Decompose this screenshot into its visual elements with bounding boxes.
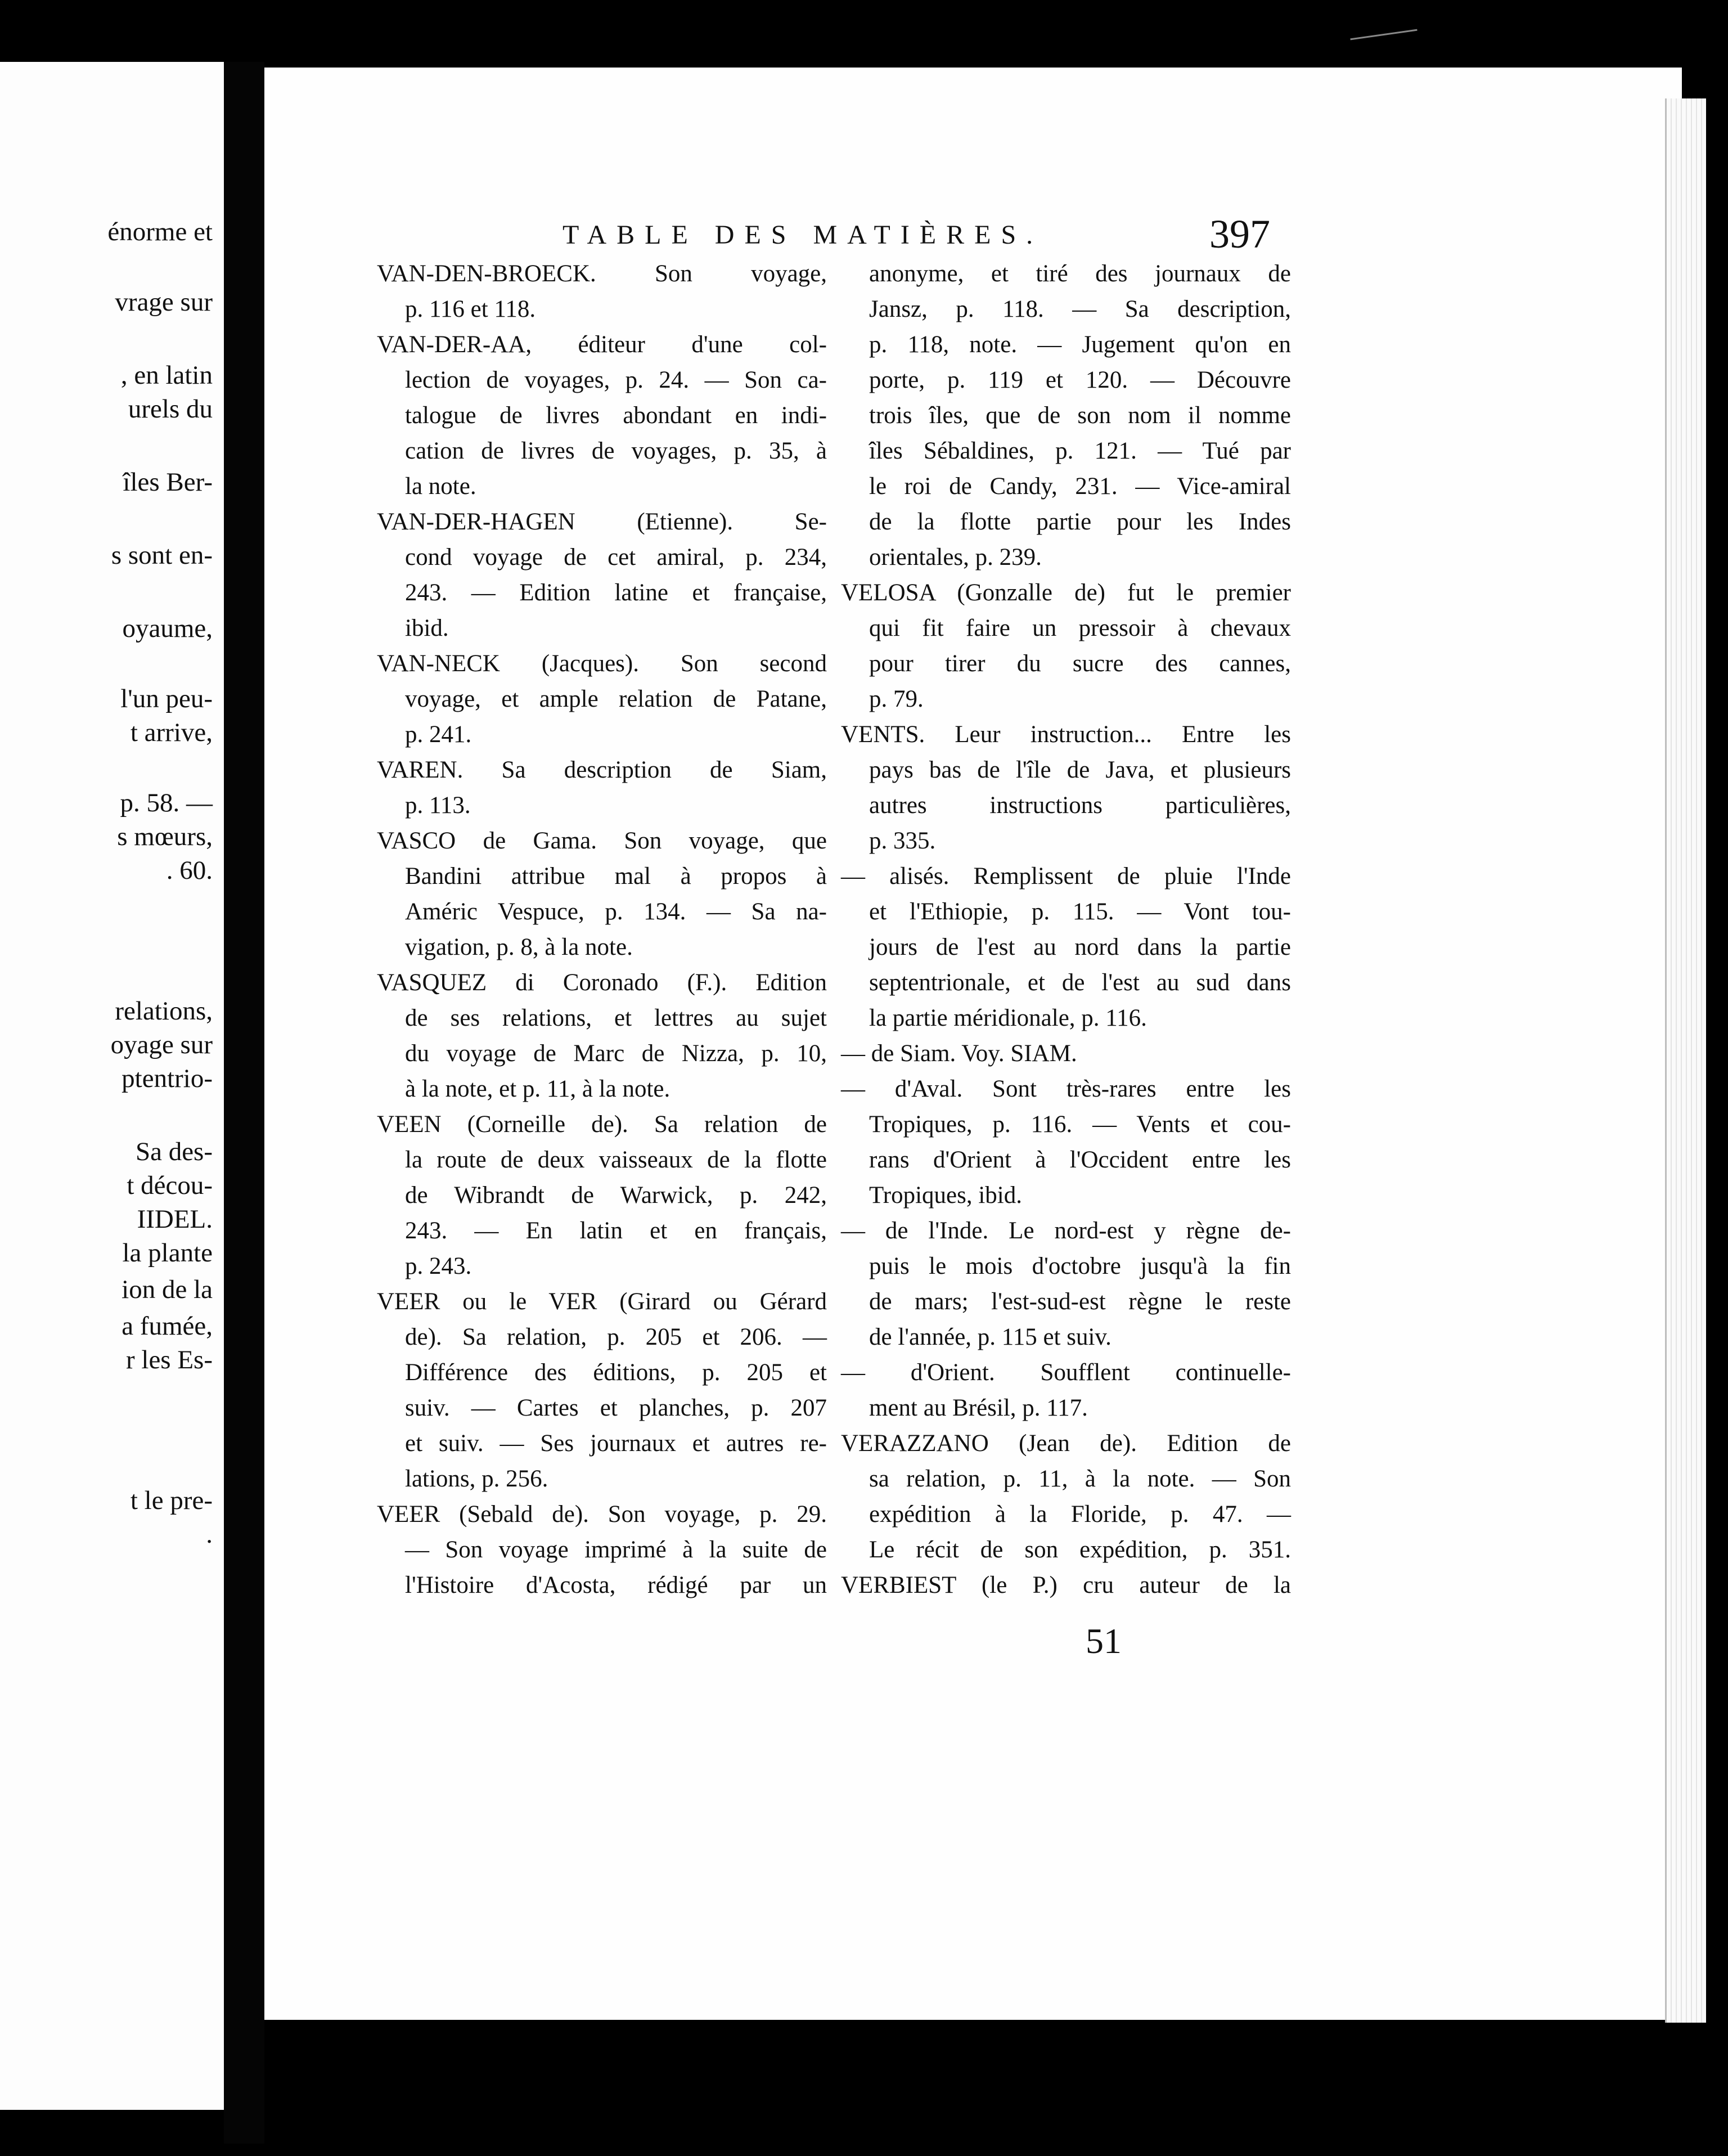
index-column-left <box>377 256 827 1603</box>
index-line: VAN-DER-HAGEN (Etienne). Se- <box>377 509 827 535</box>
index-line: suiv. — Cartes et planches, p. 207 <box>405 1395 827 1421</box>
index-line: p. 118, note. — Jugement qu'on en <box>869 331 1291 358</box>
running-head: TABLE DES MATIÈRES. <box>562 220 1043 250</box>
index-line: qui fit faire un pressoir à chevaux <box>869 615 1291 641</box>
index-line: VAN-DEN-BROECK. Son voyage, <box>377 260 827 287</box>
page-number: 397 <box>1209 212 1270 257</box>
left-page-fragment: urels du <box>128 394 213 424</box>
index-line: îles Sébaldines, p. 121. — Tué par <box>869 438 1291 464</box>
left-page-fragment: oyage sur <box>110 1030 213 1059</box>
index-line: p. 335. <box>869 828 936 854</box>
index-line: talogue de livres abondant en indi- <box>405 402 827 429</box>
index-line: p. 243. <box>405 1253 472 1279</box>
left-page-fragment: l'un peu- <box>120 684 213 713</box>
left-page-fragment: p. 58. — <box>120 788 213 818</box>
index-line: le roi de Candy, 231. — Vice-amiral <box>869 473 1291 500</box>
index-line: Améric Vespuce, p. 134. — Sa na- <box>405 899 827 925</box>
index-line: — alisés. Remplissent de pluie l'Inde <box>841 863 1291 890</box>
left-page-fragment: t le pre- <box>130 1486 213 1515</box>
index-line: à la note, et p. 11, à la note. <box>405 1076 670 1102</box>
index-line: orientales, p. 239. <box>869 544 1042 571</box>
index-line: VAREN. Sa description de Siam, <box>377 757 827 783</box>
index-line: anonyme, et tiré des journaux de <box>869 260 1291 287</box>
index-line: lations, p. 256. <box>405 1466 548 1492</box>
index-column-right <box>841 256 1291 1603</box>
left-page-fragment: énorme et <box>107 217 213 246</box>
left-page-fragment: oyaume, <box>122 614 213 643</box>
left-page-fragment: . 60. <box>166 856 213 885</box>
index-line: jours de l'est au nord dans la partie <box>869 934 1291 960</box>
left-page-fragment: t décou- <box>127 1171 213 1200</box>
index-line: de mars; l'est-sud-est règne le reste <box>869 1288 1291 1315</box>
left-page-fragment: IIDEL. <box>137 1205 213 1234</box>
index-line: et suiv. — Ses journaux et autres re- <box>405 1430 827 1457</box>
index-line: p. 79. <box>869 686 924 712</box>
left-page-fragment: îles Ber- <box>123 468 213 497</box>
index-line: — d'Orient. Soufflent continuelle- <box>841 1359 1291 1386</box>
index-line: de ses relations, et lettres au sujet <box>405 1005 827 1031</box>
left-page-fragment: vrage sur <box>115 288 213 317</box>
index-line: rans d'Orient à l'Occident entre les <box>869 1147 1291 1173</box>
index-line: Le récit de son expédition, p. 351. <box>869 1537 1291 1563</box>
index-line: Jansz, p. 118. — Sa description, <box>869 296 1291 322</box>
index-line: — Son voyage imprimé à la suite de <box>405 1537 827 1563</box>
index-line: 243. — Edition latine et française, <box>405 580 827 606</box>
left-page-fragment: r les Es- <box>125 1345 213 1375</box>
left-page-fragment: , en latin <box>120 361 213 390</box>
index-line: VERBIEST (le P.) cru auteur de la <box>841 1572 1291 1598</box>
index-line: VAN-DER-AA, éditeur d'une col- <box>377 331 827 358</box>
index-line: sa relation, p. 11, à la note. — Son <box>869 1466 1291 1492</box>
index-line: du voyage de Marc de Nizza, p. 10, <box>405 1040 827 1067</box>
index-line: ment au Brésil, p. 117. <box>869 1395 1088 1421</box>
index-line: cond voyage de cet amiral, p. 234, <box>405 544 827 571</box>
index-line: 243. — En latin et en français, <box>405 1218 827 1244</box>
left-page-fragment: s mœurs, <box>117 822 213 851</box>
index-line: VEER (Sebald de). Son voyage, p. 29. <box>377 1501 827 1528</box>
index-line: — de Siam. Voy. SIAM. <box>841 1040 1077 1067</box>
left-page-fragment: s sont en- <box>111 541 213 570</box>
left-page-fragment: ptentrio- <box>122 1064 213 1093</box>
index-line: Bandini attribue mal à propos à <box>405 863 827 890</box>
scan-artifact-stroke <box>1350 29 1417 41</box>
index-line: — d'Aval. Sont très-rares entre les <box>841 1076 1291 1102</box>
left-page-fragment: relations, <box>115 996 213 1026</box>
index-line: de la flotte partie pour les Indes <box>869 509 1291 535</box>
left-page-fragment: a fumée, <box>122 1311 213 1341</box>
index-line: lection de voyages, p. 24. — Son ca- <box>405 367 827 393</box>
left-page-fragment: Sa des- <box>135 1137 213 1166</box>
index-line: trois îles, que de son nom il nomme <box>869 402 1291 429</box>
left-page-fragment: t arrive, <box>130 718 213 747</box>
index-line: pays bas de l'île de Java, et plusieurs <box>869 757 1291 783</box>
index-line: septentrionale, et de l'est au sud dans <box>869 969 1291 996</box>
index-line: p. 116 et 118. <box>405 296 536 322</box>
index-line: VASQUEZ di Coronado (F.). Edition <box>377 969 827 996</box>
index-line: VERAZZANO (Jean de). Edition de <box>841 1430 1291 1457</box>
index-line: puis le mois d'octobre jusqu'à la fin <box>869 1253 1291 1279</box>
page-edges <box>1665 98 1706 2023</box>
index-line: VELOSA (Gonzalle de) fut le premier <box>841 580 1291 606</box>
index-line: autres instructions particulières, <box>869 792 1291 819</box>
index-line: VAN-NECK (Jacques). Son second <box>377 650 827 677</box>
index-line: pour tirer du sucre des cannes, <box>869 650 1291 677</box>
index-line: l'Histoire d'Acosta, rédigé par un <box>405 1572 827 1598</box>
index-line: expédition à la Floride, p. 47. — <box>869 1501 1291 1528</box>
index-line: la route de deux vaisseaux de la flotte <box>405 1147 827 1173</box>
index-line: — de l'Inde. Le nord-est y règne de- <box>841 1218 1291 1244</box>
index-line: Différence des éditions, p. 205 et <box>405 1359 827 1386</box>
index-line: p. 113. <box>405 792 471 819</box>
left-facing-page <box>0 62 224 2110</box>
index-line: cation de livres de voyages, p. 35, à <box>405 438 827 464</box>
index-line: la partie méridionale, p. 116. <box>869 1005 1147 1031</box>
index-line: Tropiques, ibid. <box>869 1182 1022 1209</box>
index-line: p. 241. <box>405 721 472 748</box>
index-line: de l'année, p. 115 et suiv. <box>869 1324 1112 1350</box>
signature-mark: 51 <box>1086 1621 1122 1661</box>
index-line: VENTS. Leur instruction... Entre les <box>841 721 1291 748</box>
index-line: la note. <box>405 473 476 500</box>
index-line: ibid. <box>405 615 449 641</box>
index-line: VASCO de Gama. Son voyage, que <box>377 828 827 854</box>
index-line: et l'Ethiopie, p. 115. — Vont tou- <box>869 899 1291 925</box>
book-gutter <box>224 62 264 2144</box>
index-line: porte, p. 119 et 120. — Découvre <box>869 367 1291 393</box>
left-page-fragment: . <box>206 1520 213 1549</box>
index-line: de Wibrandt de Warwick, p. 242, <box>405 1182 827 1209</box>
index-line: de). Sa relation, p. 205 et 206. — <box>405 1324 827 1350</box>
index-line: VEEN (Corneille de). Sa relation de <box>377 1111 827 1138</box>
left-page-fragment: ion de la <box>122 1275 213 1304</box>
index-line: vigation, p. 8, à la note. <box>405 934 633 960</box>
index-line: VEER ou le VER (Girard ou Gérard <box>377 1288 827 1315</box>
left-page-fragment: la plante <box>122 1238 213 1268</box>
index-line: Tropiques, p. 116. — Vents et cou- <box>869 1111 1291 1138</box>
index-line: voyage, et ample relation de Patane, <box>405 686 827 712</box>
